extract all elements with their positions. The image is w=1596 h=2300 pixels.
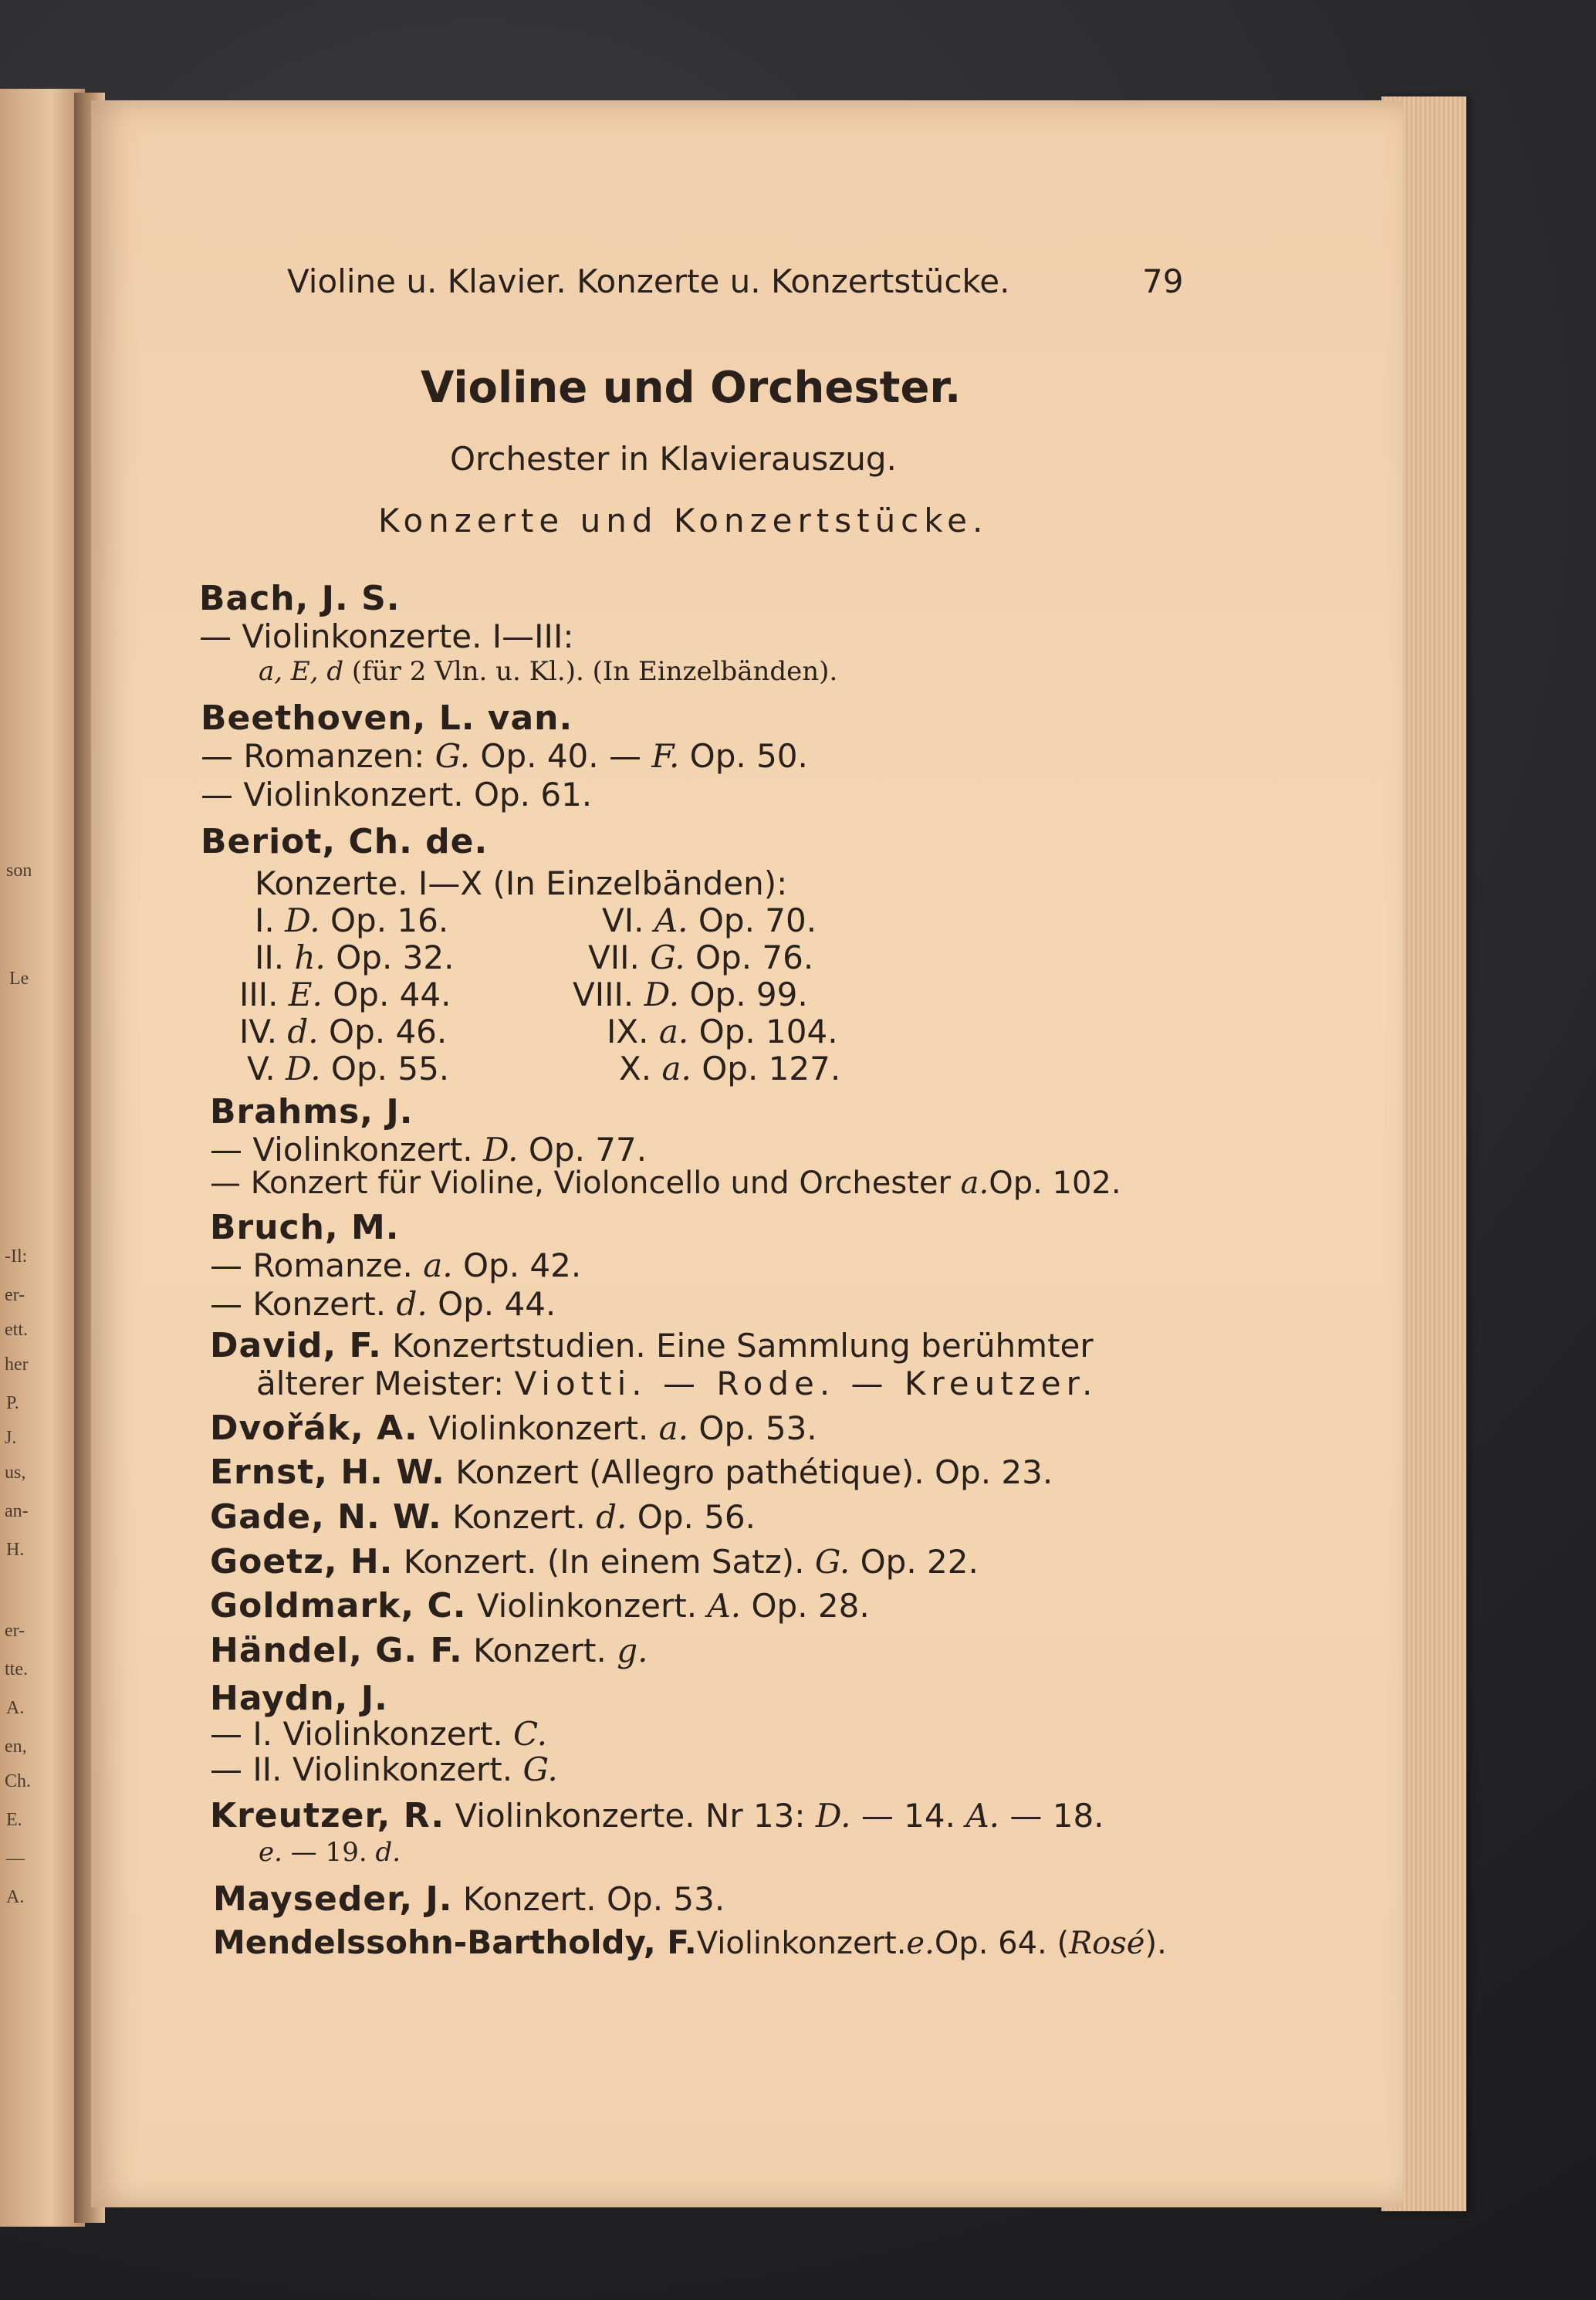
left-page-fragment: — bbox=[6, 1848, 25, 1869]
left-page-fragment: P. bbox=[6, 1393, 19, 1413]
left-page-fragment: tte. bbox=[5, 1659, 28, 1679]
composer-name: Brahms, J. bbox=[210, 1092, 414, 1131]
composer-name: Mayseder, J. bbox=[213, 1879, 453, 1919]
composer-name: David, F. bbox=[210, 1326, 382, 1365]
beriot-concerto-left: I. D. Op. 16. bbox=[255, 901, 449, 939]
page-number: 79 bbox=[1142, 262, 1184, 300]
left-page-fragment: Le bbox=[9, 969, 29, 989]
entry-line: David, F. Konzertstudien. Eine Sammlung berühmter bbox=[210, 1326, 1094, 1365]
composer-name: Bruch, M. bbox=[210, 1208, 400, 1247]
composer-name: Mendelssohn-Bartholdy, F. bbox=[213, 1923, 697, 1961]
beriot-concerto-right: X. a. Op. 127. bbox=[619, 1050, 841, 1087]
entry-line: Dvořák, A. Violinkonzert. a. Op. 53. bbox=[210, 1409, 817, 1448]
entry-text: (für 2 Vln. u. Kl.). (In Einzelbänden). bbox=[351, 656, 838, 687]
beriot-concerto-right: VI. A. Op. 70. bbox=[602, 901, 817, 939]
entry-line bbox=[259, 656, 837, 687]
entry-line: — Konzert für Violine, Violoncello und Orchester a.Op. 102. bbox=[210, 1165, 1121, 1201]
key-signatures: a, E, d bbox=[259, 656, 344, 687]
subtitle: Orchester in Klavierauszug. bbox=[450, 440, 897, 478]
entry-text: Op. 50. bbox=[689, 737, 808, 775]
beriot-concerto-right: IX. a. Op. 104. bbox=[607, 1013, 838, 1050]
beriot-concerto-left: II. h. Op. 32. bbox=[255, 939, 455, 976]
entry-text: Op. 40. — bbox=[480, 737, 641, 775]
composer-name: Goldmark, C. bbox=[210, 1586, 467, 1625]
left-page-fragment: ett. bbox=[5, 1320, 28, 1340]
entry-line: älterer Meister: Viotti. — Rode. — Kreutzer. bbox=[256, 1365, 1098, 1402]
composer-name: Beriot, Ch. de. bbox=[201, 822, 489, 861]
entry-line: Goetz, H. Konzert. (In einem Satz). G. Op. 22. bbox=[210, 1542, 979, 1581]
left-page-fragment: A. bbox=[6, 1698, 25, 1718]
left-page-fragment: Ch. bbox=[5, 1771, 32, 1791]
entry-line bbox=[201, 737, 808, 775]
left-page-fragment: E. bbox=[6, 1810, 22, 1830]
entry-line: Mayseder, J. Konzert. Op. 53. bbox=[213, 1879, 725, 1919]
composer-name: Ernst, H. W. bbox=[210, 1453, 445, 1492]
left-page-fragment: A. bbox=[6, 1887, 25, 1907]
entry-line: Goldmark, C. Violinkonzert. A. Op. 28. bbox=[210, 1586, 870, 1625]
left-page-fragment: er- bbox=[5, 1285, 25, 1305]
page-title: Violine und Orchester. bbox=[421, 363, 962, 413]
left-page-fragment: her bbox=[5, 1355, 29, 1375]
entry-line: — I. Violinkonzert. C. bbox=[210, 1715, 548, 1753]
composer-name: Dvořák, A. bbox=[210, 1409, 418, 1448]
beriot-concerto-left: V. D. Op. 55. bbox=[247, 1050, 450, 1087]
entry-line: — Violinkonzert. D. Op. 77. bbox=[210, 1131, 648, 1169]
entry-line: — Romanze. a. Op. 42. bbox=[210, 1246, 582, 1284]
entry-line: Gade, N. W. Konzert. d. Op. 56. bbox=[210, 1497, 756, 1537]
composer-name: Goetz, H. bbox=[210, 1542, 394, 1581]
left-page-fragment: -Il: bbox=[5, 1246, 28, 1267]
entry-line: — II. Violinkonzert. G. bbox=[210, 1750, 558, 1788]
composer-name: Bach, J. S. bbox=[199, 579, 401, 618]
entry-line: — Violinkonzerte. I—III: bbox=[199, 617, 574, 655]
entry-line: Konzerte. I—X (In Einzelbänden): bbox=[255, 864, 788, 902]
entry-line: — Violinkonzert. Op. 61. bbox=[201, 776, 593, 813]
left-page-fragment: er- bbox=[5, 1621, 25, 1641]
composer-name: Beethoven, L. van. bbox=[201, 698, 573, 738]
key-signature: G. bbox=[435, 737, 471, 775]
left-page-fragment: en, bbox=[5, 1737, 27, 1757]
left-page-fragment: J. bbox=[5, 1428, 17, 1448]
composer-name: Händel, G. F. bbox=[210, 1631, 463, 1670]
entry-line: — Konzert. d. Op. 44. bbox=[210, 1285, 556, 1323]
entry-text: — Romanzen: bbox=[201, 737, 425, 775]
beriot-concerto-left: IV. d. Op. 46. bbox=[239, 1013, 448, 1050]
entry-line: Mendelssohn-Bartholdy, F.Violinkonzert.e.Op. 64. (Rosé). bbox=[213, 1923, 1167, 1961]
left-page-fragment: an- bbox=[5, 1501, 29, 1521]
composer-name: Gade, N. W. bbox=[210, 1497, 442, 1537]
beriot-concerto-left: III. E. Op. 44. bbox=[239, 976, 451, 1013]
section-heading: Konzerte und Konzertstücke. bbox=[378, 502, 989, 539]
left-page-edge bbox=[0, 89, 85, 2227]
entry-line: Ernst, H. W. Konzert (Allegro pathétique). Op. 23. bbox=[210, 1453, 1053, 1492]
composer-name: Haydn, J. bbox=[210, 1679, 388, 1718]
left-page-fragment: us, bbox=[5, 1463, 26, 1483]
entry-line: e. — 19. d. bbox=[259, 1837, 401, 1868]
beriot-concerto-right: VII. G. Op. 76. bbox=[588, 939, 814, 976]
beriot-concerto-right: VIII. D. Op. 99. bbox=[573, 976, 808, 1013]
key-signature: F. bbox=[651, 737, 680, 775]
composer-name: Kreutzer, R. bbox=[210, 1796, 445, 1835]
entry-line: Kreutzer, R. Violinkonzerte. Nr 13: D. — 14. A. — 18. bbox=[210, 1796, 1104, 1835]
left-page-fragment: H. bbox=[6, 1540, 25, 1560]
entry-line: Händel, G. F. Konzert. g. bbox=[210, 1631, 648, 1670]
left-page-fragment: son bbox=[6, 861, 32, 881]
running-header: Violine u. Klavier. Konzerte u. Konzertstücke. bbox=[287, 262, 1010, 300]
